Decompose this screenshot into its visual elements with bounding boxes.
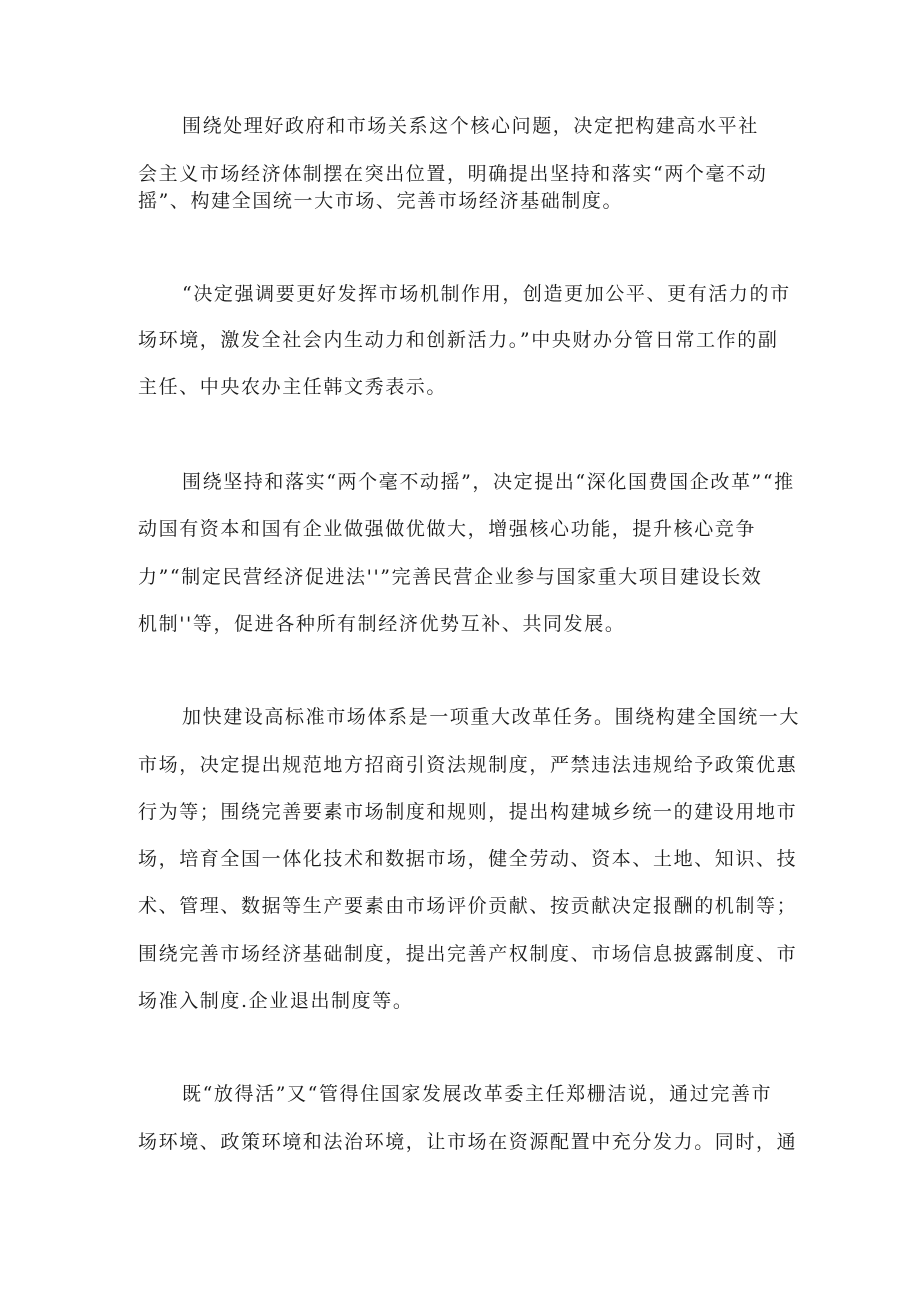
paragraph-4-line-4: 场，培育全国一体化技术和数据市场，健全劳动、资本、土地、知识、技 [138, 848, 798, 870]
paragraph-4-line-1: 加快建设高标准市场体系是一项重大改革任务。围绕构建全国统一大 [182, 706, 801, 728]
paragraph-3-line-1: 围绕坚持和落实“两个毫不动摇”，决定提出“深化国费国企改革”“推 [182, 471, 795, 493]
paragraph-5-line-2: 场环境、政策环境和法治环境，让市场在资源配置中充分发力。同时，通 [138, 1131, 798, 1153]
paragraph-4-line-2: 市场，决定提出规范地方招商引资法规制度，严禁违法违规给予政策优惠 [138, 754, 798, 776]
paragraph-4-line-3: 行为等；围绕完善要素市场制度和规则，提出构建城乡统一的建设用地市 [138, 801, 798, 823]
paragraph-4-line-6: 围绕完善市场经济基础制度，提出完善产权制度、市场信息披露制度、市 [138, 943, 798, 965]
paragraph-3-line-3: 力”“制定民营经济促进法''”完善民营企业参与国家重大项目建设长效 [138, 566, 763, 588]
paragraph-1-line-2: 会主义市场经济体制摆在突出位置，明确提出坚持和落实“两个毫不动 [138, 163, 768, 185]
paragraph-5-line-1: 既“放得活”又“管得住国家发展改革委主任郑栅洁说，通过完善市 [182, 1083, 773, 1105]
paragraph-1-line-1: 围绕处理好政府和市场关系这个核心问题，决定把构建高水平社 [182, 115, 759, 137]
paragraph-3-line-2: 动国有资本和国有企业做强做优做大，增强核心功能，提升核心竞争 [138, 518, 757, 540]
paragraph-2-line-3: 主任、中央农办主任韩文秀表示。 [138, 376, 448, 398]
paragraph-4-line-5: 术、管理、数据等生产要素由市场评价贡献、按贡献决定报酬的机制等； [138, 895, 798, 917]
paragraph-3-line-4: 机制''等，促进各种所有制经济优势互补、共同发展。 [138, 613, 626, 635]
paragraph-4-line-7: 场准入制度.企业退出制度等。 [138, 990, 414, 1012]
paragraph-1-line-3: 摇”、构建全国统一大市场、完善市场经济基础制度。 [138, 190, 624, 212]
paragraph-2-line-1: “决定强调要更好发挥市场机制作用，创造更加公平、更有活力的市 [182, 283, 791, 305]
paragraph-2-line-2: 场环境，激发全社会内生动力和创新活力。”中央财办分管日常工作的副 [138, 329, 779, 351]
